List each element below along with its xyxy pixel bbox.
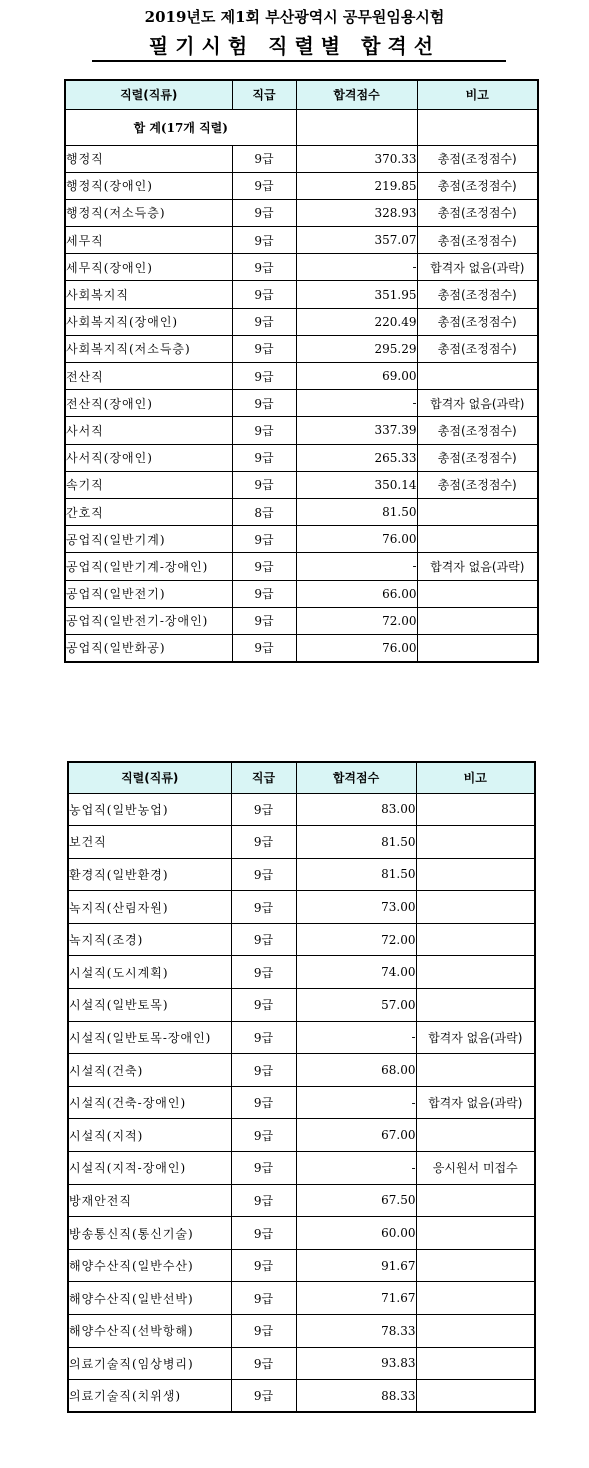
score-cell: 220.49 (296, 308, 417, 335)
note-cell: 총점(조정점수) (417, 308, 538, 335)
grade-cell: 9급 (231, 1347, 296, 1380)
job-name-cell: 세무직 (65, 227, 232, 254)
total-note-cell (417, 109, 538, 145)
note-cell: 응시원서 미접수 (416, 1152, 535, 1185)
grade-cell: 9급 (232, 553, 296, 580)
note-cell: 합격자 없음(과락) (417, 254, 538, 281)
table-row (68, 923, 535, 956)
grade-cell: 9급 (232, 335, 296, 362)
note-cell (416, 826, 535, 859)
table-1-body (65, 109, 538, 662)
score-cell: 337.39 (296, 417, 417, 444)
title-underline (92, 60, 506, 62)
job-name-cell: 공업직(일반화공) (65, 634, 232, 661)
total-score-cell (296, 109, 417, 145)
grade-cell: 9급 (232, 526, 296, 553)
score-cell: 73.00 (296, 891, 416, 924)
col-header-job: 직렬(직류) (65, 80, 232, 109)
grade-cell: 9급 (231, 923, 296, 956)
score-cell: 357.07 (296, 227, 417, 254)
table-row (65, 308, 538, 335)
table-row (65, 172, 538, 199)
note-cell: 합격자 없음(과락) (417, 553, 538, 580)
total-row (65, 109, 538, 145)
score-cell: 265.33 (296, 444, 417, 471)
grade-cell: 9급 (231, 1021, 296, 1054)
score-cell: - (296, 254, 417, 281)
note-cell (417, 498, 538, 525)
grade-cell: 9급 (231, 1249, 296, 1282)
note-cell (417, 363, 538, 390)
score-cell: - (296, 553, 417, 580)
table-header-row (65, 80, 538, 109)
table-row (65, 607, 538, 634)
col-header-job: 직렬(직류) (68, 762, 231, 793)
score-cell: 295.29 (296, 335, 417, 362)
table-row (65, 417, 538, 444)
score-cell: 74.00 (296, 956, 416, 989)
document-title: 2019년도 제1회 부산광역시 공무원임용시험 (144, 8, 445, 26)
note-cell (416, 1315, 535, 1348)
job-name-cell: 사회복지직 (65, 281, 232, 308)
grade-cell: 8급 (232, 498, 296, 525)
grade-cell: 9급 (232, 145, 296, 172)
table-row (65, 498, 538, 525)
note-cell: 총점(조정점수) (417, 335, 538, 362)
table-row (68, 793, 535, 826)
job-name-cell: 해양수산직(일반선박) (68, 1282, 231, 1315)
note-cell (416, 793, 535, 826)
job-name-cell: 해양수산직(일반수산) (68, 1249, 231, 1282)
note-cell (417, 580, 538, 607)
job-name-cell: 시설직(건축) (68, 1054, 231, 1087)
table-row (68, 1021, 535, 1054)
col-header-grade: 직급 (232, 80, 296, 109)
table-row (65, 526, 538, 553)
note-cell: 총점(조정점수) (417, 471, 538, 498)
col-header-score: 합격점수 (296, 80, 417, 109)
job-name-cell: 시설직(도시계획) (68, 956, 231, 989)
note-cell (416, 1249, 535, 1282)
note-cell: 총점(조정점수) (417, 281, 538, 308)
score-cell: 88.33 (296, 1380, 416, 1413)
grade-cell: 9급 (231, 858, 296, 891)
score-cell: 328.93 (296, 199, 417, 226)
table-row (68, 989, 535, 1022)
grade-cell: 9급 (232, 580, 296, 607)
col-header-note: 비고 (416, 762, 535, 793)
note-cell (416, 858, 535, 891)
note-cell: 총점(조정점수) (417, 199, 538, 226)
grade-cell: 9급 (231, 891, 296, 924)
grade-cell: 9급 (232, 634, 296, 661)
score-cell: - (296, 1086, 416, 1119)
grade-cell: 9급 (232, 363, 296, 390)
grade-cell: 9급 (232, 172, 296, 199)
note-cell: 총점(조정점수) (417, 145, 538, 172)
grade-cell: 9급 (231, 1315, 296, 1348)
note-cell (416, 891, 535, 924)
table-row (68, 956, 535, 989)
score-cell: 60.00 (296, 1217, 416, 1250)
total-label: 합 계(17개 직렬) (65, 109, 296, 145)
note-cell: 합격자 없음(과락) (416, 1086, 535, 1119)
job-name-cell: 사회복지직(장애인) (65, 308, 232, 335)
grade-cell: 9급 (231, 1119, 296, 1152)
grade-cell: 9급 (232, 607, 296, 634)
job-name-cell: 환경직(일반환경) (68, 858, 231, 891)
table-row (68, 1119, 535, 1152)
job-name-cell: 방재안전직 (68, 1184, 231, 1217)
score-cell: 219.85 (296, 172, 417, 199)
job-name-cell: 해양수산직(선박항해) (68, 1315, 231, 1348)
job-name-cell: 녹지직(조경) (68, 923, 231, 956)
job-name-cell: 사서직(장애인) (65, 444, 232, 471)
grade-cell: 9급 (231, 1184, 296, 1217)
grade-cell: 9급 (232, 281, 296, 308)
job-name-cell: 세무직(장애인) (65, 254, 232, 281)
job-name-cell: 속기직 (65, 471, 232, 498)
table-row (65, 634, 538, 661)
table-row (68, 891, 535, 924)
grade-cell: 9급 (232, 417, 296, 444)
job-name-cell: 공업직(일반전기) (65, 580, 232, 607)
note-cell (416, 1347, 535, 1380)
table-row (65, 145, 538, 172)
score-cell: 67.00 (296, 1119, 416, 1152)
table-row (68, 1184, 535, 1217)
table-row (68, 1217, 535, 1250)
job-name-cell: 의료기술직(치위생) (68, 1380, 231, 1413)
note-cell (416, 1054, 535, 1087)
job-name-cell: 녹지직(산림자원) (68, 891, 231, 924)
table-row (65, 335, 538, 362)
note-cell (416, 989, 535, 1022)
table-row (65, 553, 538, 580)
grade-cell: 9급 (231, 1282, 296, 1315)
results-table-1 (64, 79, 539, 663)
col-header-score: 합격점수 (296, 762, 416, 793)
table-row (68, 1282, 535, 1315)
score-cell: 76.00 (296, 634, 417, 661)
table-row (68, 1086, 535, 1119)
score-cell: 71.67 (296, 1282, 416, 1315)
job-name-cell: 행정직(장애인) (65, 172, 232, 199)
score-cell: 68.00 (296, 1054, 416, 1087)
note-cell (416, 1282, 535, 1315)
job-name-cell: 의료기술직(임상병리) (68, 1347, 231, 1380)
job-name-cell: 행정직(저소득층) (65, 199, 232, 226)
table-row (65, 390, 538, 417)
note-cell: 총점(조정점수) (417, 172, 538, 199)
note-cell (416, 1184, 535, 1217)
score-cell: 81.50 (296, 826, 416, 859)
job-name-cell: 시설직(지적-장애인) (68, 1152, 231, 1185)
table-row (65, 444, 538, 471)
score-cell: 81.50 (296, 858, 416, 891)
score-cell: 66.00 (296, 580, 417, 607)
table-header-row (68, 762, 535, 793)
job-name-cell: 전산직 (65, 363, 232, 390)
job-name-cell: 공업직(일반기계-장애인) (65, 553, 232, 580)
job-name-cell: 시설직(건축-장애인) (68, 1086, 231, 1119)
job-name-cell: 농업직(일반농업) (68, 793, 231, 826)
score-cell: 78.33 (296, 1315, 416, 1348)
score-cell: 67.50 (296, 1184, 416, 1217)
score-cell: - (296, 1152, 416, 1185)
note-cell: 총점(조정점수) (417, 444, 538, 471)
table-row (65, 281, 538, 308)
grade-cell: 9급 (231, 989, 296, 1022)
grade-cell: 9급 (231, 826, 296, 859)
job-name-cell: 공업직(일반전기-장애인) (65, 607, 232, 634)
col-header-grade: 직급 (231, 762, 296, 793)
score-cell: 72.00 (296, 607, 417, 634)
table-row (68, 1249, 535, 1282)
grade-cell: 9급 (232, 254, 296, 281)
grade-cell: 9급 (232, 471, 296, 498)
job-name-cell: 시설직(일반토목-장애인) (68, 1021, 231, 1054)
score-cell: - (296, 390, 417, 417)
score-cell: 72.00 (296, 923, 416, 956)
grade-cell: 9급 (232, 390, 296, 417)
table-row (65, 363, 538, 390)
grade-cell: 9급 (231, 1086, 296, 1119)
job-name-cell: 전산직(장애인) (65, 390, 232, 417)
score-cell: - (296, 1021, 416, 1054)
job-name-cell: 사회복지직(저소득층) (65, 335, 232, 362)
note-cell (416, 1380, 535, 1413)
table-row (68, 1380, 535, 1413)
score-cell: 76.00 (296, 526, 417, 553)
table-row (65, 580, 538, 607)
job-name-cell: 보건직 (68, 826, 231, 859)
table-row (68, 826, 535, 859)
score-cell: 350.14 (296, 471, 417, 498)
table-row (68, 1152, 535, 1185)
grade-cell: 9급 (231, 956, 296, 989)
job-name-cell: 시설직(일반토목) (68, 989, 231, 1022)
grade-cell: 9급 (231, 1054, 296, 1087)
note-cell: 합격자 없음(과락) (416, 1021, 535, 1054)
grade-cell: 9급 (232, 199, 296, 226)
score-cell: 91.67 (296, 1249, 416, 1282)
note-cell (416, 923, 535, 956)
score-cell: 93.83 (296, 1347, 416, 1380)
grade-cell: 9급 (232, 444, 296, 471)
job-name-cell: 방송통신직(통신기술) (68, 1217, 231, 1250)
score-cell: 57.00 (296, 989, 416, 1022)
note-cell (416, 956, 535, 989)
table-row (65, 254, 538, 281)
job-name-cell: 공업직(일반기계) (65, 526, 232, 553)
note-cell (416, 1119, 535, 1152)
score-cell: 81.50 (296, 498, 417, 525)
score-cell: 351.95 (296, 281, 417, 308)
job-name-cell: 시설직(지적) (68, 1119, 231, 1152)
table-2-body (68, 793, 535, 1412)
table-row (68, 1054, 535, 1087)
grade-cell: 9급 (232, 308, 296, 335)
table-row (68, 1347, 535, 1380)
table-row (65, 471, 538, 498)
job-name-cell: 행정직 (65, 145, 232, 172)
table-row (65, 227, 538, 254)
score-cell: 370.33 (296, 145, 417, 172)
note-cell: 합격자 없음(과락) (417, 390, 538, 417)
grade-cell: 9급 (231, 1217, 296, 1250)
document-subtitle: 필기시험 직렬별 합격선 (148, 34, 441, 58)
col-header-note: 비고 (417, 80, 538, 109)
note-cell (417, 526, 538, 553)
table-row (68, 858, 535, 891)
note-cell (416, 1217, 535, 1250)
grade-cell: 9급 (231, 1152, 296, 1185)
results-table-2 (67, 761, 536, 1413)
job-name-cell: 간호직 (65, 498, 232, 525)
table-row (65, 199, 538, 226)
score-cell: 69.00 (296, 363, 417, 390)
job-name-cell: 사서직 (65, 417, 232, 444)
score-cell: 83.00 (296, 793, 416, 826)
grade-cell: 9급 (231, 793, 296, 826)
note-cell (417, 634, 538, 661)
note-cell: 총점(조정점수) (417, 227, 538, 254)
table-row (68, 1315, 535, 1348)
note-cell: 총점(조정점수) (417, 417, 538, 444)
note-cell (417, 607, 538, 634)
grade-cell: 9급 (232, 227, 296, 254)
grade-cell: 9급 (231, 1380, 296, 1413)
